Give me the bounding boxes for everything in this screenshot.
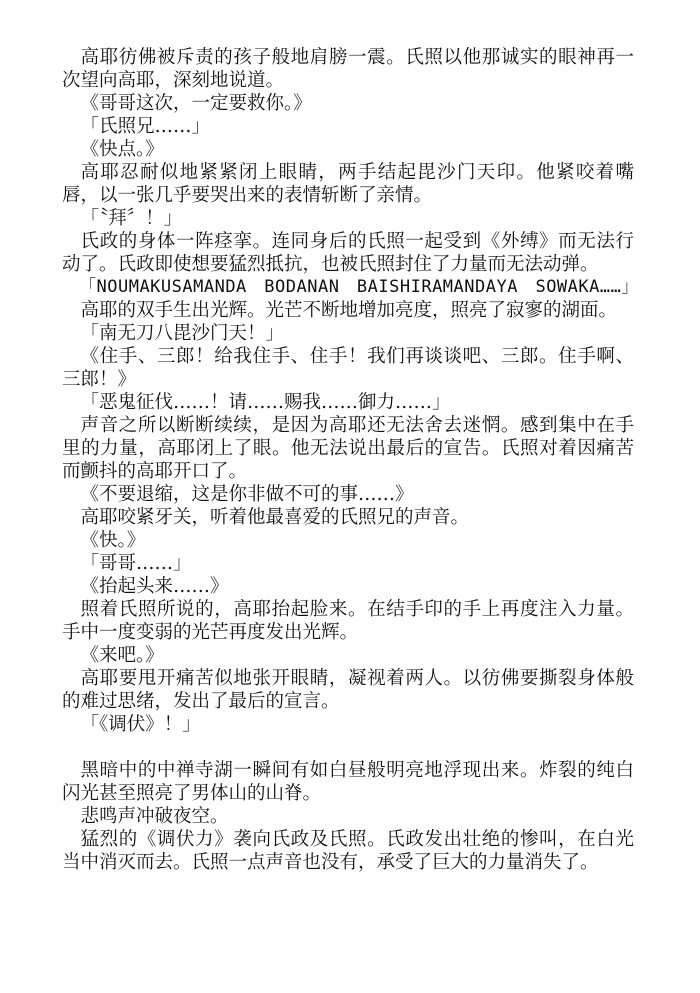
dialogue-line: 《快。》 xyxy=(80,530,146,551)
paragraph: 高耶彷佛被斥责的孩子般地肩膀一震。氏照以他那诚实的眼神再一次望向高耶，深刻地说道。 xyxy=(62,47,634,91)
paragraph: 悲鸣声冲破夜空。 xyxy=(80,806,229,827)
paragraph: 氏政的身体一阵痉挛。连同身后的氏照一起受到《外缚》而无法行动了。氏政即使想要猛烈抵抗，也被氏照封住了力量而无法动弹。 xyxy=(62,231,634,275)
paragraph: 高耶忍耐似地紧紧闭上眼睛，两手结起毘沙门天印。他紧咬着嘴唇，以一张几乎要哭出来的表情斩断了亲情。 xyxy=(62,162,634,206)
dialogue-line: 「《调伏》！」 xyxy=(80,714,201,735)
dialogue-line: 《来吧。》 xyxy=(80,645,164,666)
paragraph: 黑暗中的中禅寺湖一瞬间有如白昼般明亮地浮现出来。炸裂的纯白闪光甚至照亮了男体山的山脊。 xyxy=(62,760,634,804)
paragraph: 猛烈的《调伏力》袭向氏政及氏照。氏政发出壮绝的惨叫，在白光当中消灭而去。氏照一点声音也没有，承受了巨大的力量消失了。 xyxy=(62,829,634,873)
dialogue-line: 《哥哥这次，一定要救你。》 xyxy=(80,93,312,114)
dialogue-line: 《快点。》 xyxy=(80,139,164,160)
dialogue-line: 「哥哥……」 xyxy=(80,553,192,574)
paragraph: 照着氏照所说的，高耶抬起脸来。在结手印的手上再度注入力量。手中一度变弱的光芒再度发出光辉。 xyxy=(62,599,634,643)
paragraph: 声音之所以断断续续，是因为高耶还无法舍去迷惘。感到集中在手里的力量，高耶闭上了眼。他无法说出最后的宣告。氏照对着因痛苦而颤抖的高耶开口了。 xyxy=(62,415,634,482)
dialogue-line: 《住手、三郎！给我住手、住手！我们再谈谈吧、三郎。住手啊、三郎！》 xyxy=(62,346,634,390)
mantra-line: 「NOUMAKUSAMANDA BODANAN BAISHIRAMANDAYA SOWAKA……」 xyxy=(79,277,639,297)
dialogue-line: 「恶鬼征伐……！请……赐我……御力……」 xyxy=(80,392,451,413)
dialogue-line: 「〝拜〞！」 xyxy=(80,208,183,229)
document-page xyxy=(62,46,639,874)
paragraph: 高耶要甩开痛苦似地张开眼睛，凝视着两人。以彷佛要撕裂身体般的难过思绪，发出了最后的宣言。 xyxy=(62,668,634,712)
dialogue-line: 《抬起头来……》 xyxy=(80,576,229,597)
paragraph: 高耶咬紧牙关，听着他最喜爱的氏照兄的声音。 xyxy=(80,507,470,528)
dialogue-line: 「南无刀八毘沙门天！」 xyxy=(80,323,285,344)
dialogue-line: 「氏照兄……」 xyxy=(80,116,211,137)
section-break xyxy=(62,736,634,759)
dialogue-line: 《不要退缩，这是你非做不可的事……》 xyxy=(80,484,414,505)
paragraph: 高耶的双手生出光辉。光芒不断地增加亮度，照亮了寂寥的湖面。 xyxy=(80,300,618,321)
